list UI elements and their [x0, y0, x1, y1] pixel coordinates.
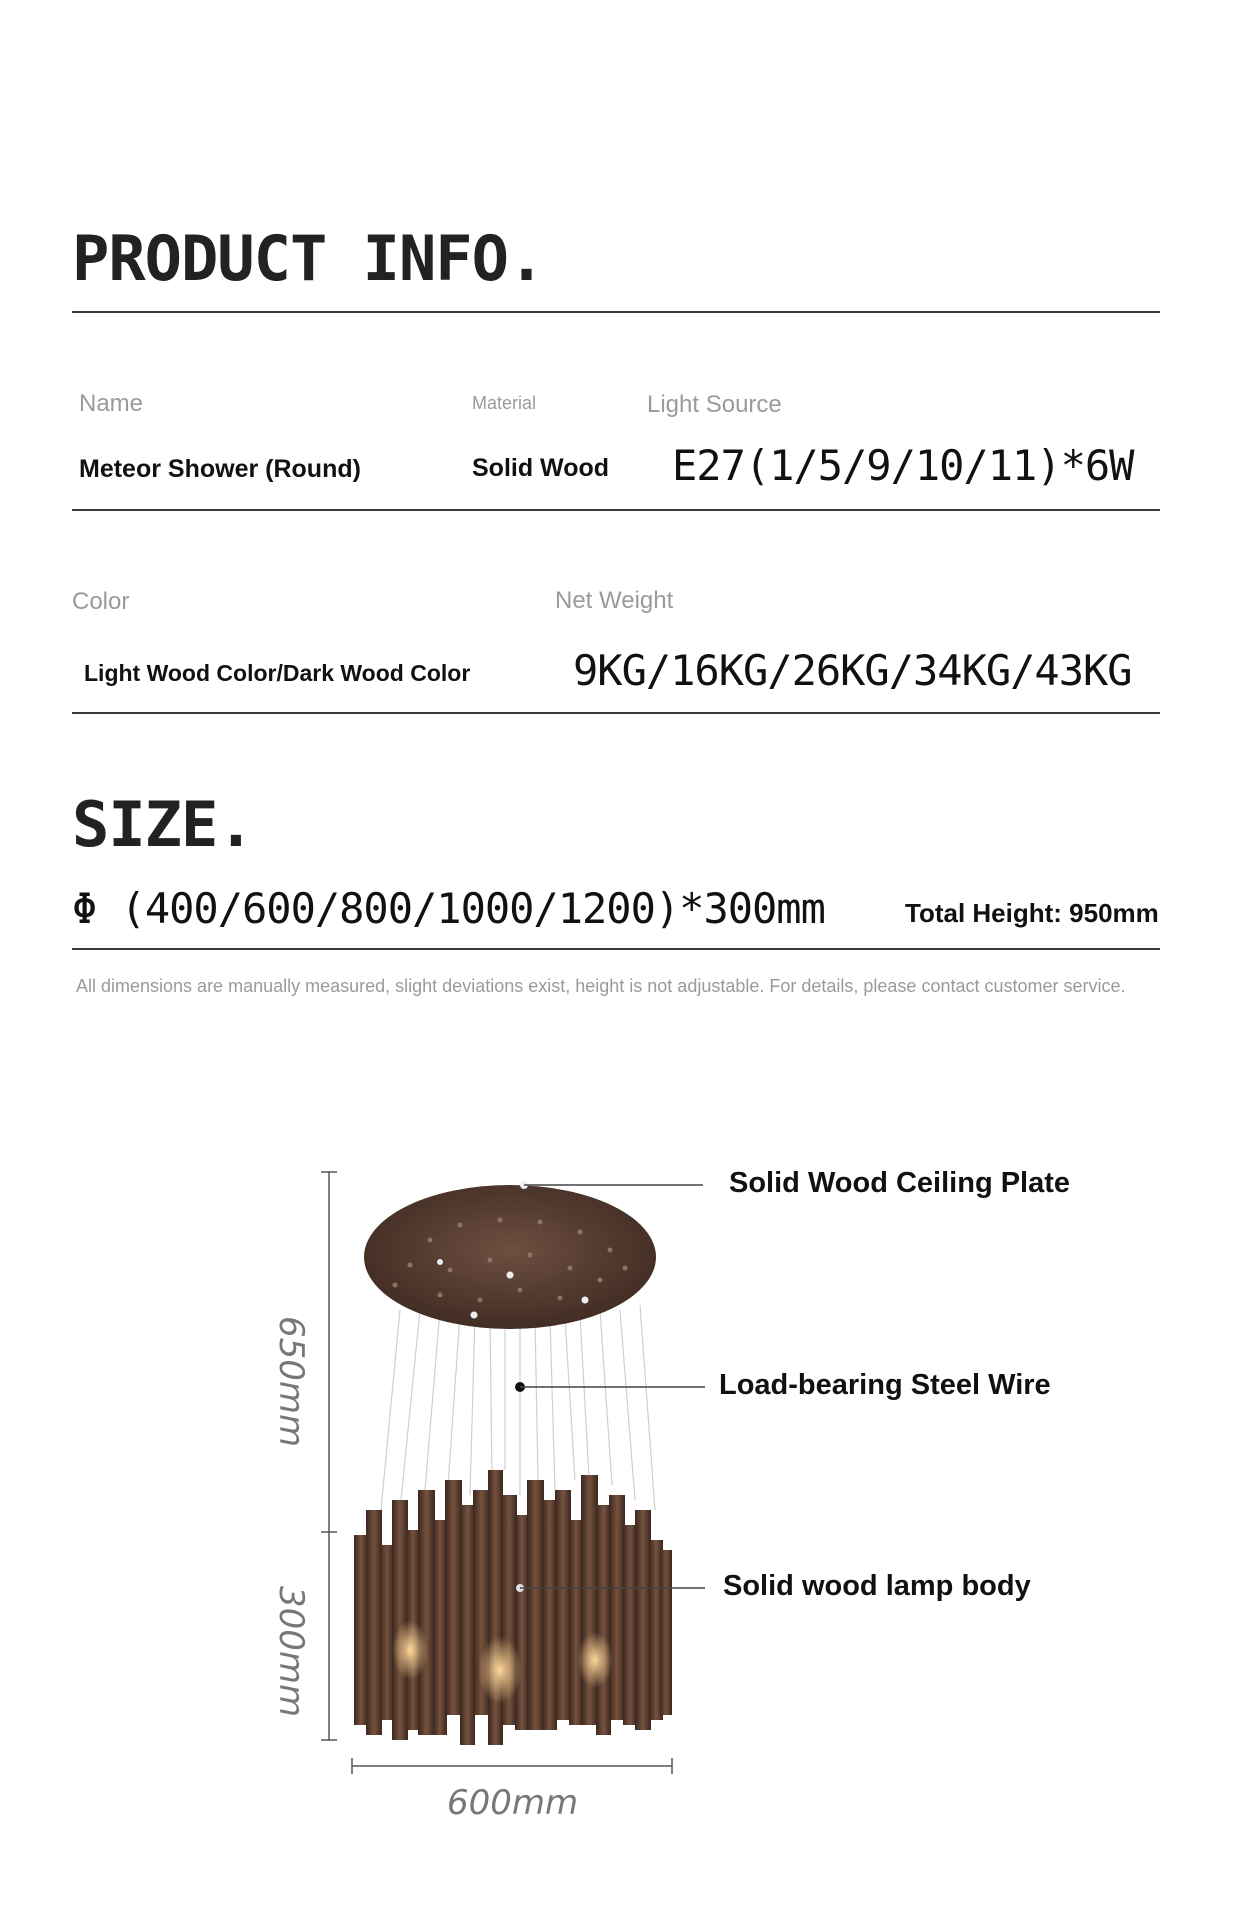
- steel-wires: [380, 1305, 655, 1520]
- ceiling-plate: [364, 1181, 656, 1329]
- vertical-dimension-line: [321, 1172, 337, 1740]
- color-value: Light Wood Color/Dark Wood Color: [84, 660, 471, 686]
- dimension-650: 650mm: [271, 1316, 311, 1448]
- size-title: SIZE.: [72, 788, 254, 861]
- callout-steel-wire: Load-bearing Steel Wire: [719, 1369, 1051, 1401]
- divider: [72, 509, 1160, 511]
- net-weight-label: Net Weight: [555, 587, 674, 614]
- dimension-300: 300mm: [271, 1586, 311, 1718]
- callout-lamp-body: Solid wood lamp body: [723, 1570, 1031, 1602]
- horizontal-dimension-line: [352, 1758, 672, 1774]
- dimension-600: 600mm: [447, 1783, 579, 1823]
- divider: [72, 311, 1160, 313]
- light-source-label: Light Source: [647, 391, 782, 418]
- color-label: Color: [72, 588, 130, 615]
- diameter-value: Φ (400/600/800/1000/1200)*300mm: [72, 884, 825, 933]
- total-height-value: Total Height: 950mm: [905, 898, 1159, 928]
- material-value: Solid Wood: [472, 454, 610, 482]
- net-weight-value: 9KG/16KG/26KG/34KG/43KG: [573, 646, 1132, 695]
- measurement-note: All dimensions are manually measured, slight deviations exist, height is not adjustable. For details, please contact customer service.: [76, 976, 1126, 996]
- light-source-value: E27(1/5/9/10/11)*6W: [672, 441, 1134, 490]
- material-label: Material: [472, 393, 537, 413]
- lamp-body: [354, 1470, 672, 1745]
- divider: [72, 712, 1160, 714]
- divider: [72, 948, 1160, 950]
- callout-ceiling-plate: Solid Wood Ceiling Plate: [729, 1167, 1071, 1199]
- chandelier-diagram: [0, 1150, 1240, 1850]
- product-info-title: PRODUCT INFO.: [72, 222, 545, 295]
- name-value: Meteor Shower (Round): [79, 455, 361, 483]
- name-label: Name: [79, 390, 144, 417]
